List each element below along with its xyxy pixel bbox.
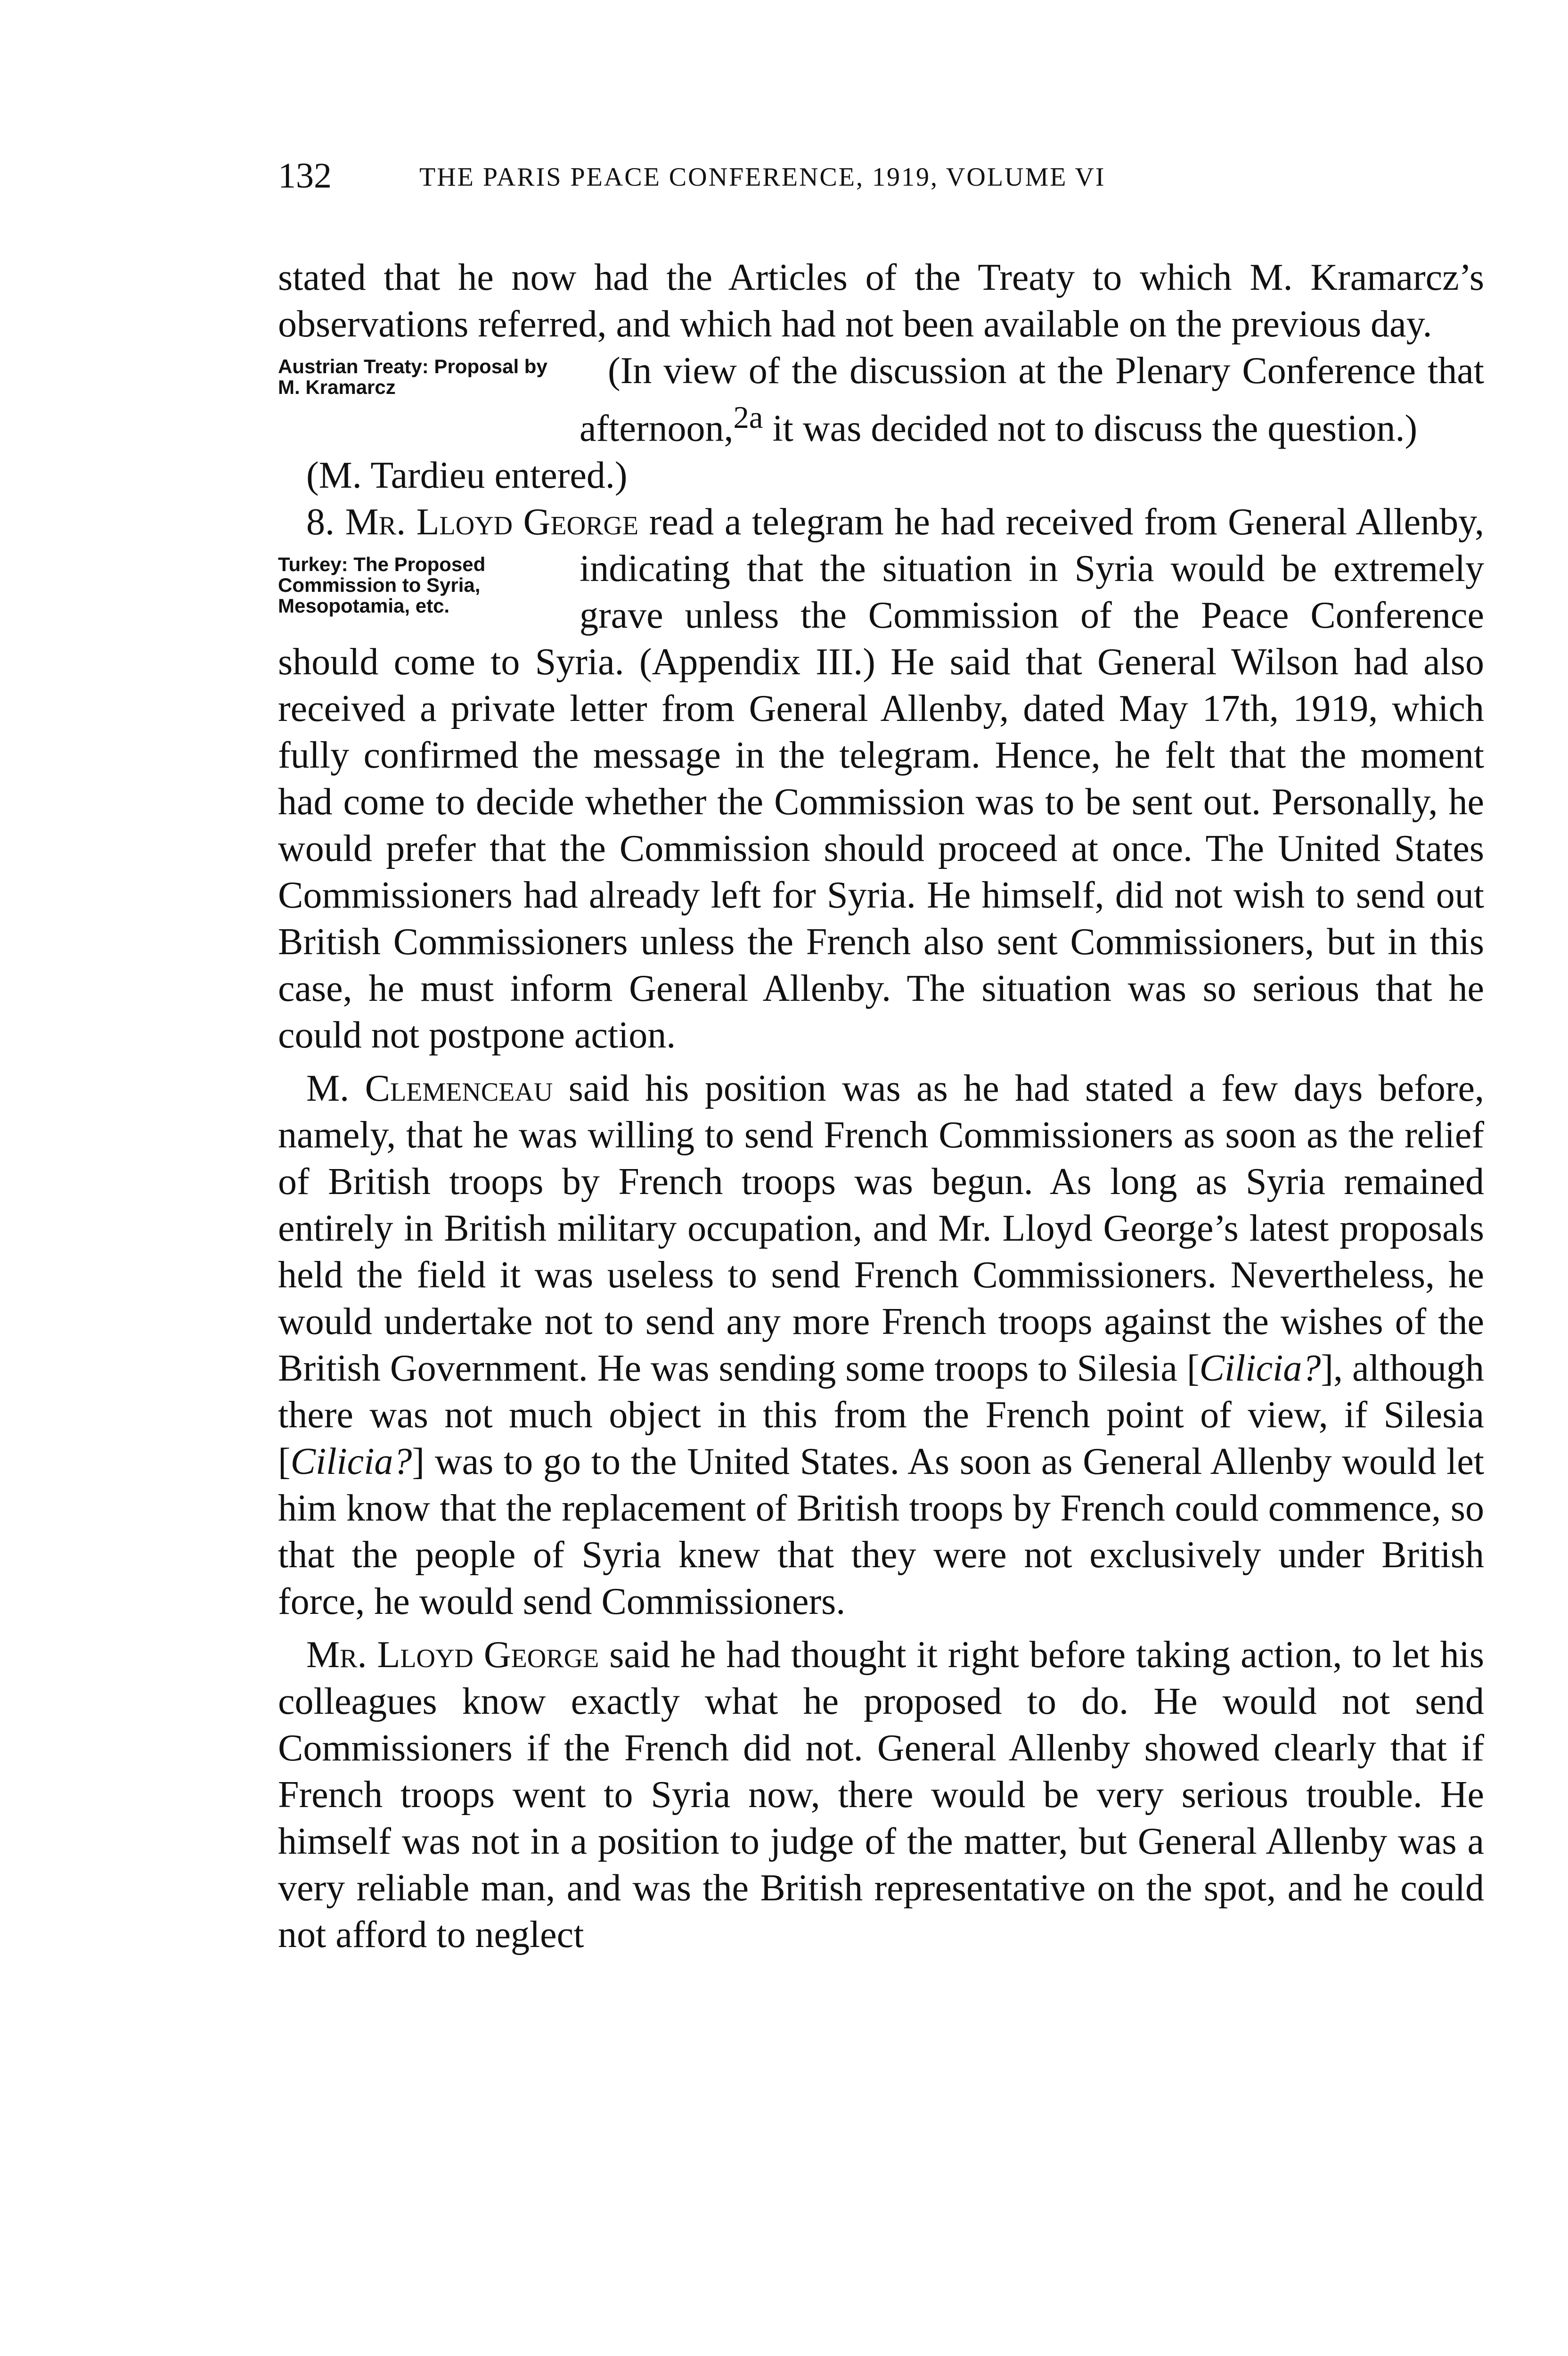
speaker-clemenceau: M. Clemenceau <box>306 1067 553 1109</box>
page-number: 132 <box>278 156 332 196</box>
main-text <box>278 254 1484 1958</box>
paragraph-6 <box>278 1632 1484 1958</box>
editorial-insert-1: Cilicia? <box>1199 1347 1321 1389</box>
paragraph-4-text: read a telegram he had received from General Allenby, indicating that the situation in Syria would be extremely grave unless the Commission of the Peace Conference should come to Syria. (Appendix III.) He said that General Wilson had also received a private letter from General Allenby, dated May 17th, 1919, which fully confirmed the message in the telegram. Hence, he felt that the moment had come to decide whether the Commission was to be sent out. Personally, he would prefer that the Commission should proceed at once. The United States Commissioners had already left for Syria. He himself, did not wish to send out British Commissioners unless the French also sent Commissioners, but in this case, he must inform General Allenby. The situation was so serious that he could not postpone action. <box>278 501 1484 1056</box>
paragraph-6-text: said he had thought it right before taking action, to let his colleagues know exactly what he proposed to do. He would not send Commissioners if the French did not. General Allenby showed clearly that if French troops went to Syria now, there would be very serious trouble. He himself was not in a position to judge of the matter, but General Allenby was a very reliable man, and was the British representative on the spot, and he could not afford to neglect <box>278 1634 1485 1955</box>
section-austrian-treaty <box>278 254 1484 452</box>
margin-note-turkey: Turkey: The Proposed Commission to Syria, Mesopotamia, etc. <box>278 553 486 617</box>
paragraph-5 <box>278 1065 1484 1625</box>
paragraph-2-text: (In view of the discussion at the Plenary Conference that afternoon, <box>580 350 1484 450</box>
item-number: 8. <box>306 501 345 543</box>
paragraph-1: stated that he now had the Articles of the Treaty to which M. Kramarcz’s observations referred, and which had not been available on the previous day. <box>278 257 1484 345</box>
margin-note-austrian-treaty: Austrian Treaty: Proposal by M. Kramarcz <box>278 355 547 398</box>
footnote-ref: 2a <box>733 401 763 435</box>
paragraph-5-text-a: said his position was as he had stated a few days before, namely, that he was willing to send French Commissioners as soon as the relief of British troops by French troops was begun. As long as Syria remained entirely in British military occupation, and Mr. Lloyd George’s latest proposals held the field it was useless to send French Commissioners. Nevertheless, he would undertake not to send any more French troops against the wishes of the British Government. He was sending some troops to Silesia [ <box>278 1067 1484 1389</box>
speaker-lloyd-george: Mr. Lloyd George <box>345 501 639 543</box>
paragraph-2-rest: it was decided not to discuss the question.) <box>763 408 1418 450</box>
page-header <box>278 155 1376 212</box>
speaker-lloyd-george-2: Mr. Lloyd George <box>306 1634 599 1676</box>
paragraph-5-text-c: ] was to go to the United States. As soon as General Allenby would let him know that the replacement of British troops by French could commence, so that the people of Syria knew that they were not exclusively under British force, he would send Commissioners. <box>278 1440 1484 1622</box>
section-turkey <box>278 499 1484 1059</box>
running-title: THE PARIS PEACE CONFERENCE, 1919, VOLUME VI <box>419 163 1106 192</box>
editorial-insert-2: Cilicia? <box>290 1440 412 1482</box>
paragraph-3: (M. Tardieu entered.) <box>306 454 628 496</box>
paragraph-5-text-b: ], although there was not much object in this from the French point of view, if Silesia [ <box>278 1347 1485 1482</box>
